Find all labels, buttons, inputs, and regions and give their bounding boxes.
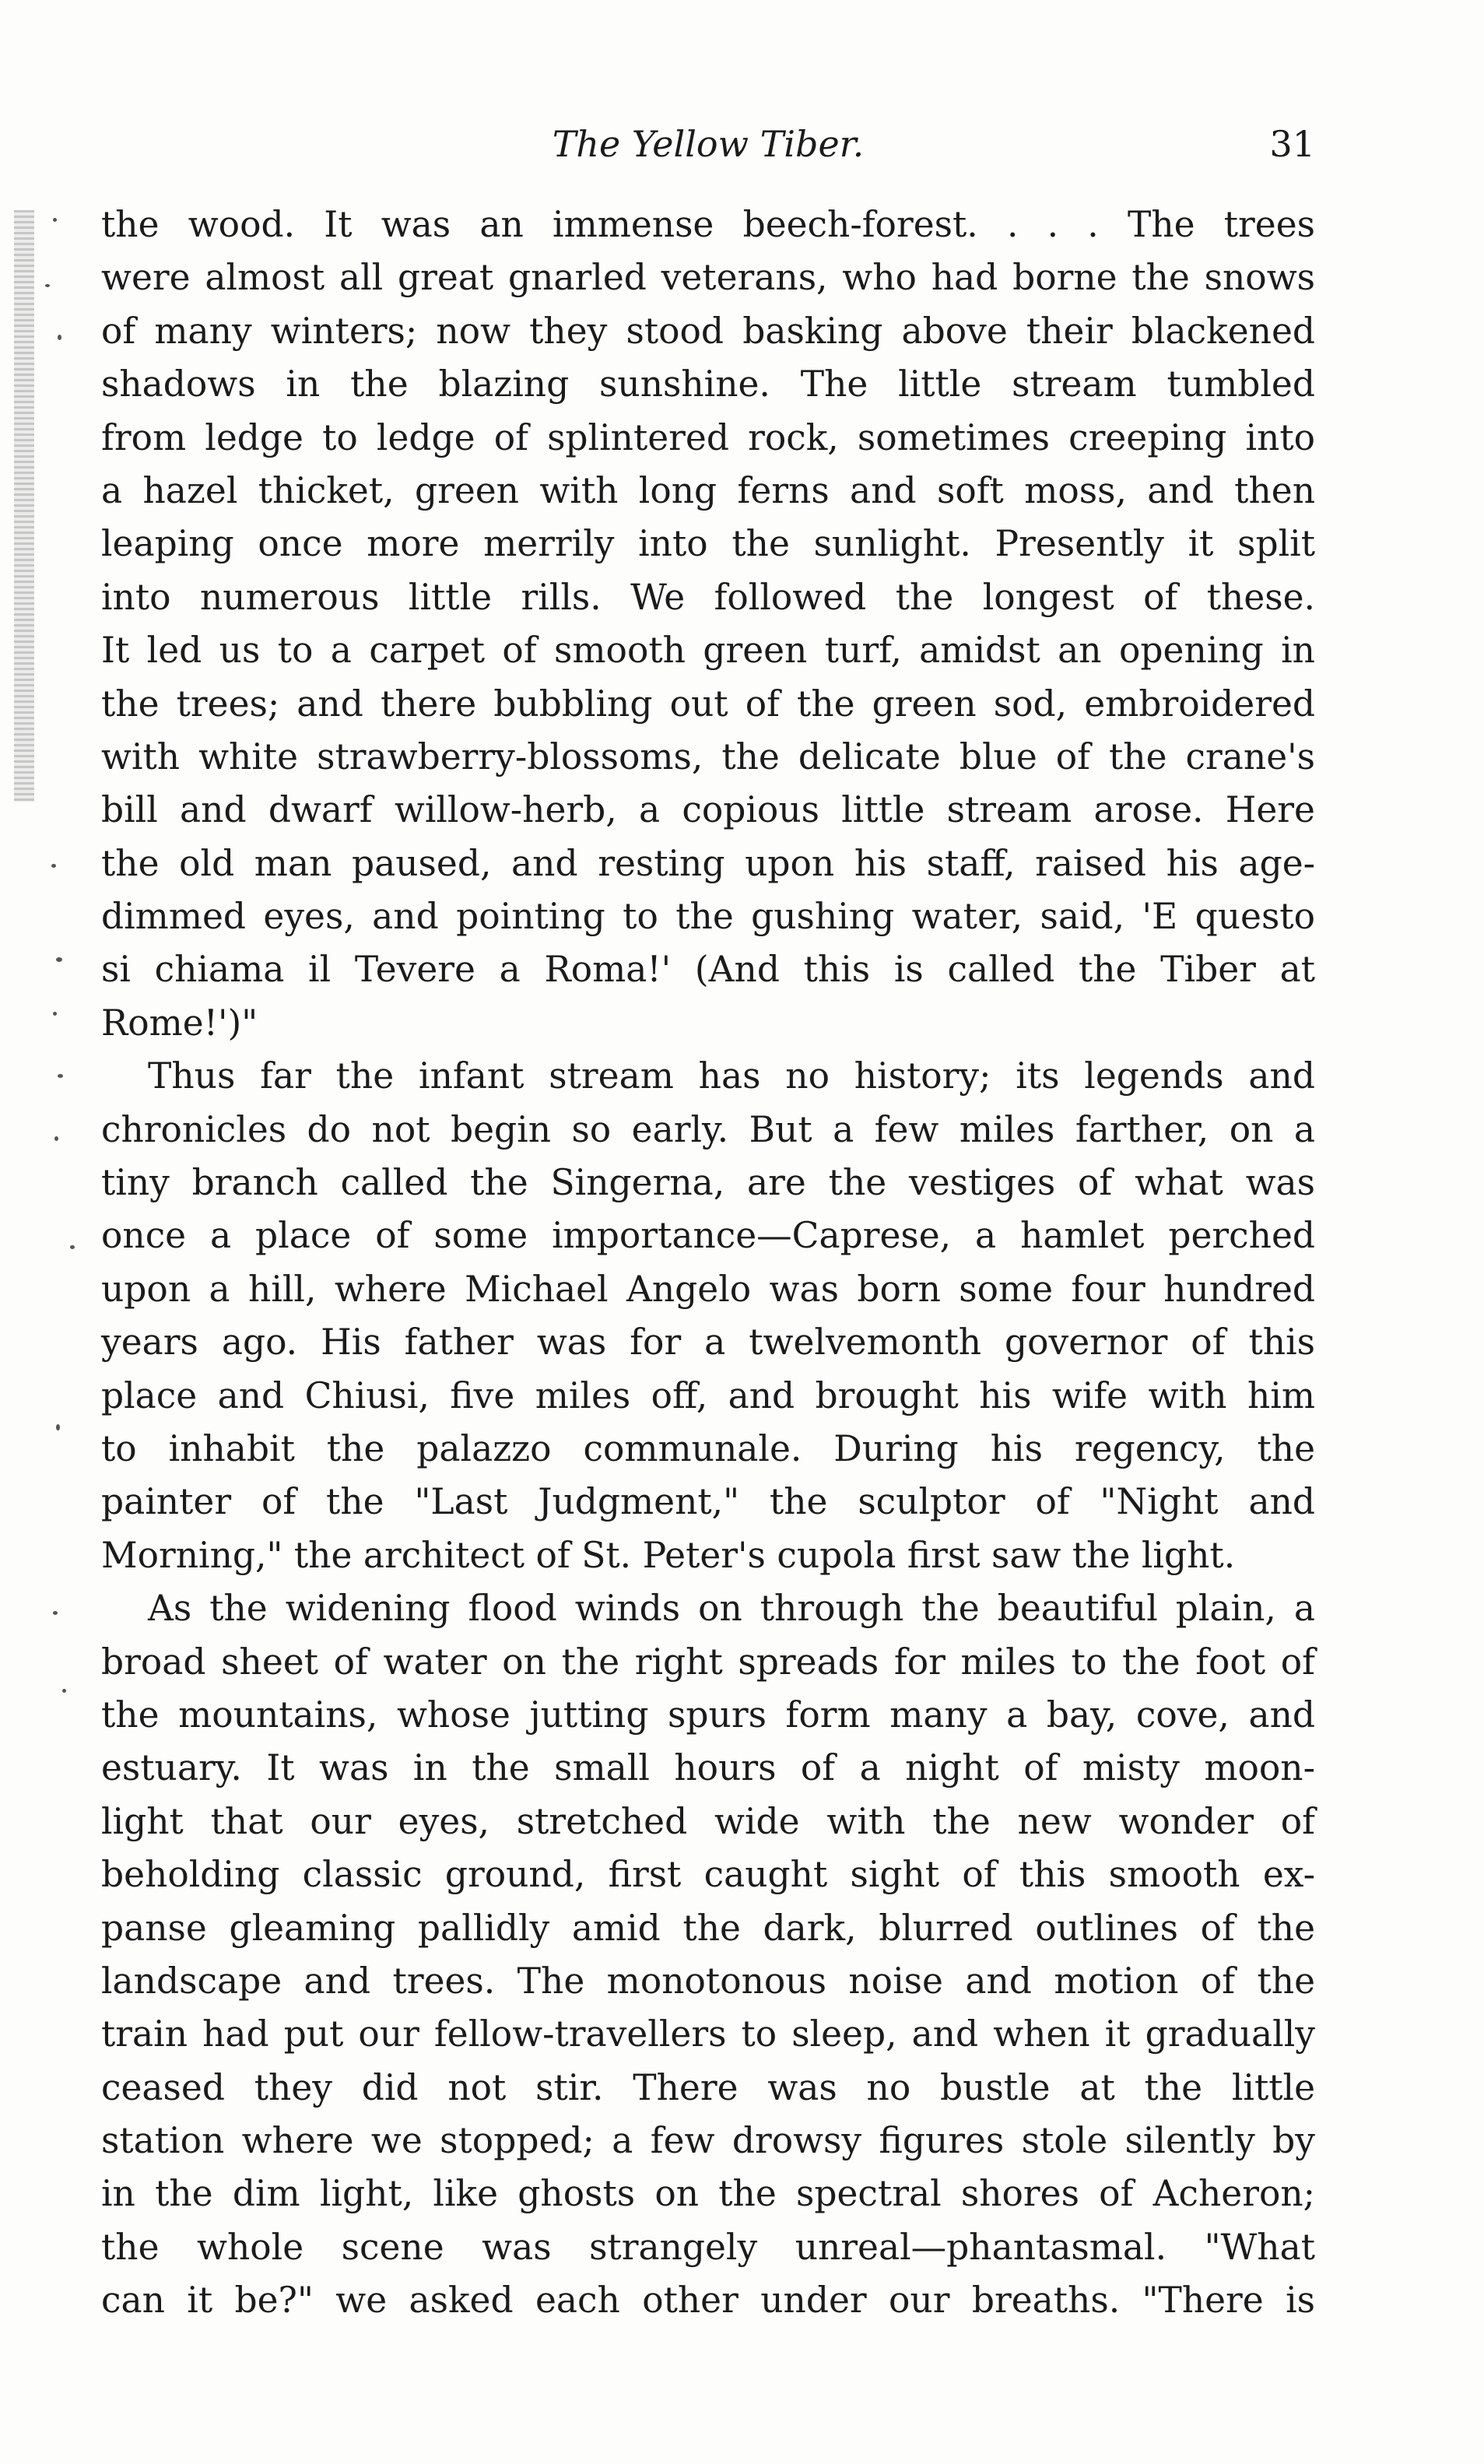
text-line: station where we stopped; a few drowsy figures stole silently by bbox=[101, 2120, 1315, 2162]
text-line: years ago. His father was for a twelvemonth governor of this bbox=[101, 1322, 1315, 1364]
page-header bbox=[101, 117, 1315, 171]
running-title: The Yellow Tiber. bbox=[552, 123, 865, 165]
text-line: into numerous little rills. We followed the longest of these. bbox=[101, 576, 1315, 618]
text-line: bill and dwarf willow-herb, a copious little stream arose. Here bbox=[101, 789, 1315, 831]
text-line: of many winters; now they stood basking above their blackened bbox=[101, 310, 1315, 352]
text-line: It led us to a carpet of smooth green turf, amidst an opening in bbox=[101, 630, 1315, 672]
text-line: a hazel thicket, green with long ferns and soft moss, and then bbox=[101, 469, 1315, 511]
text-line: beholding classic ground, first caught sight of this smooth ex- bbox=[101, 1854, 1315, 1896]
text-line: painter of the "Last Judgment," the sculptor of "Night and bbox=[101, 1481, 1315, 1523]
text-line: the wood. It was an immense beech-forest. . . . The trees bbox=[101, 204, 1315, 245]
text-line: the whole scene was strangely unreal—phantasmal. "What bbox=[101, 2226, 1315, 2268]
text-line: can it be?" we asked each other under our breaths. "There is bbox=[101, 2280, 1315, 2322]
text-line: in the dim light, like ghosts on the spectral shores of Acheron; bbox=[101, 2173, 1315, 2215]
text-line: leaping once more merrily into the sunlight. Presently it split bbox=[101, 523, 1315, 565]
text-line: upon a hill, where Michael Angelo was born some four hundred bbox=[101, 1268, 1315, 1310]
text-line: the mountains, whose jutting spurs form many a bay, cove, and bbox=[101, 1694, 1315, 1736]
text-line: light that our eyes, stretched wide with the new wonder of bbox=[101, 1800, 1315, 1842]
text-line: Morning," the architect of St. Peter's cupola first saw the light. bbox=[101, 1534, 1236, 1576]
text-line: Rome!')" bbox=[101, 1002, 258, 1044]
text-line: shadows in the blazing sunshine. The little stream tumbled bbox=[101, 363, 1315, 405]
text-line: once a place of some importance—Caprese, a hamlet perched bbox=[101, 1215, 1315, 1257]
text-line: ceased they did not stir. There was no bustle at the little bbox=[101, 2066, 1315, 2108]
text-line: si chiama il Tevere a Roma!' (And this is called the Tiber at bbox=[101, 949, 1315, 991]
text-line: train had put our fellow-travellers to sleep, and when it gradually bbox=[101, 2013, 1315, 2055]
text-line: the old man paused, and resting upon his staff, raised his age- bbox=[101, 842, 1315, 884]
text-line: dimmed eyes, and pointing to the gushing water, said, 'E questo bbox=[101, 896, 1315, 938]
text-line: Thus far the infant stream has no history; its legends and bbox=[148, 1055, 1315, 1097]
text-line: place and Chiusi, five miles off, and brought his wife with him bbox=[101, 1374, 1315, 1416]
text-line: As the widening flood winds on through the beautiful plain, a bbox=[148, 1588, 1315, 1630]
text-line: broad sheet of water on the right spreads for miles to the foot of bbox=[101, 1641, 1315, 1683]
text-line: panse gleaming pallidly amid the dark, blurred outlines of the bbox=[101, 1907, 1315, 1949]
text-line: with white strawberry-blossoms, the delicate blue of the crane's bbox=[101, 735, 1315, 777]
text-line: tiny branch called the Singerna, are the vestiges of what was bbox=[101, 1162, 1315, 1204]
text-line: were almost all great gnarled veterans, who had borne the snows bbox=[101, 257, 1315, 299]
text-line: chronicles do not begin so early. But a few miles farther, on a bbox=[101, 1108, 1315, 1150]
text-line: from ledge to ledge of splintered rock, sometimes creeping into bbox=[101, 416, 1315, 458]
text-line: estuary. It was in the small hours of a night of misty moon- bbox=[101, 1747, 1315, 1789]
text-line: to inhabit the palazzo communale. During his regency, the bbox=[101, 1427, 1315, 1469]
text-line: landscape and trees. The monotonous noise and motion of the bbox=[101, 1960, 1315, 2002]
page-number: 31 bbox=[1269, 123, 1315, 165]
margin-specks bbox=[22, 210, 84, 1767]
text-line: the trees; and there bubbling out of the green sod, embroidered bbox=[101, 683, 1315, 725]
body-text bbox=[101, 198, 1315, 2328]
